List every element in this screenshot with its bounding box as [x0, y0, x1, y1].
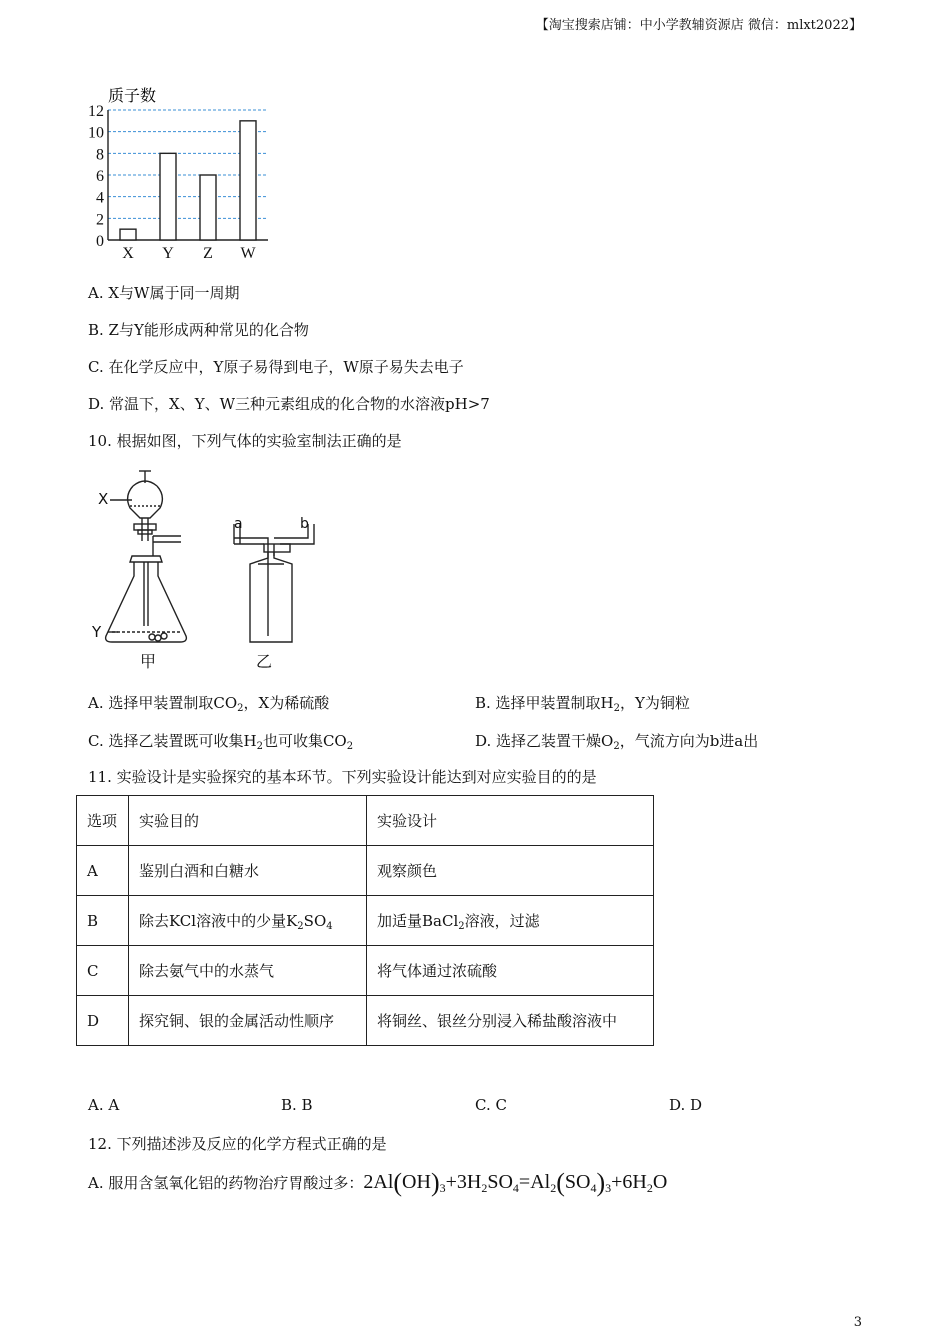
q12-stem: 12. 下列描述涉及反应的化学方程式正确的是	[88, 1135, 387, 1153]
chemical-equation: $2Al(OH)_3+3H_2SO_4=Al_2(SO_4)_3+6H_2O$	[363, 1168, 668, 1197]
table-row	[77, 946, 654, 996]
q10-option-a: A. 选择甲装置制取$CO_2$，X为稀硫酸	[88, 694, 330, 714]
separatory-funnel	[128, 471, 163, 541]
page-number: 3	[853, 1315, 862, 1330]
header-cell: 选项	[77, 796, 129, 846]
proton-bar-chart	[80, 82, 280, 264]
bar	[200, 175, 216, 240]
label-y: Y	[92, 623, 102, 641]
header-cell: 实验设计	[367, 796, 654, 846]
label-a: a	[234, 516, 243, 532]
label-x: X	[98, 490, 109, 508]
q11-answer-d: D. D	[669, 1096, 703, 1114]
q10-option-d: D. 选择乙装置干燥$O_2$，气流方向为b进a出	[475, 732, 759, 752]
table-cell: 鉴别白酒和白糖水	[129, 846, 367, 896]
table-row	[77, 846, 654, 896]
table-cell: 将气体通过浓硫酸	[367, 946, 654, 996]
x-tick-label: Z	[203, 245, 213, 262]
table-cell: A	[77, 846, 129, 896]
q11-answer-a: A. A	[88, 1096, 120, 1114]
y-tick-label: 4	[96, 189, 104, 207]
caption-yi: 乙	[256, 652, 273, 671]
table-cell: D	[77, 996, 129, 1046]
y-tick-label: 8	[96, 146, 104, 164]
y-tick-label: 0	[96, 233, 104, 250]
experiment-table	[76, 795, 654, 1046]
apparatus-figure	[88, 466, 328, 676]
q9-option-b: B. Z与Y能形成两种常见的化合物	[88, 321, 309, 339]
y-tick-label: 12	[88, 103, 104, 120]
table-cell: 探究铜、银的金属活动性顺序	[129, 996, 367, 1046]
delivery-tube	[153, 536, 181, 556]
q10-option-b: B. 选择甲装置制取$H_2$，Y为铜粒	[475, 694, 690, 714]
q11-answer-c: C. C	[475, 1096, 507, 1114]
table-cell: 除去氨气中的水蒸气	[129, 946, 367, 996]
table-cell: B	[77, 896, 129, 946]
caption-jia: 甲	[140, 652, 157, 671]
table-cell: 除去KCl溶液中的少量$K_2SO_4$	[129, 896, 367, 946]
table-cell: C	[77, 946, 129, 996]
q10-stem: 10. 根据如图，下列气体的实验室制法正确的是	[88, 432, 402, 450]
y-tick-label: 2	[96, 211, 104, 229]
x-tick-label: W	[240, 245, 256, 262]
bar	[120, 229, 136, 240]
conical-flask	[106, 556, 187, 642]
table-cell: 加适量BaCl$_2$溶液，过滤	[367, 896, 654, 946]
q12-option-a: A. 服用含氢氧化铝的药物治疗胃酸过多：$2Al(OH)_3+3H_2SO_4=Al_2(SO_4)_3+6H_2O$	[88, 1168, 668, 1197]
x-tick-label: Y	[162, 245, 174, 262]
table-header-row	[77, 796, 654, 846]
q10-option-c: C. 选择乙装置既可收集$H_2$也可收集$CO_2$	[88, 732, 354, 752]
label-leader-lines	[108, 500, 132, 632]
y-tick-label: 6	[96, 168, 104, 185]
q9-option-c: C. 在化学反应中，Y原子易得到电子，W原子易失去电子	[88, 358, 464, 376]
page-header: 【淘宝搜索店铺：中小学教辅资源店 微信：mlxt2022】	[535, 18, 862, 33]
x-tick-label: X	[122, 245, 134, 262]
label-b: b	[300, 516, 309, 532]
bar	[240, 121, 256, 240]
table-row	[77, 996, 654, 1046]
y-axis-label: 质子数	[108, 86, 157, 105]
y-tick-label: 10	[88, 124, 104, 142]
q9-option-d: D. 常温下，X、Y、W三种元素组成的化合物的水溶液pH>7	[88, 395, 490, 413]
q9-option-a: A. X与W属于同一周期	[88, 284, 240, 302]
table-cell: 观察颜色	[367, 846, 654, 896]
q11-stem: 11. 实验设计是实验探究的基本环节。下列实验设计能达到对应实验目的的是	[88, 768, 597, 786]
gas-washing-bottle	[234, 524, 314, 642]
table-row	[77, 896, 654, 946]
header-cell: 实验目的	[129, 796, 367, 846]
bar	[160, 153, 176, 240]
table-cell: 将铜丝、银丝分别浸入稀盐酸溶液中	[367, 996, 654, 1046]
q11-answer-b: B. B	[281, 1096, 313, 1114]
